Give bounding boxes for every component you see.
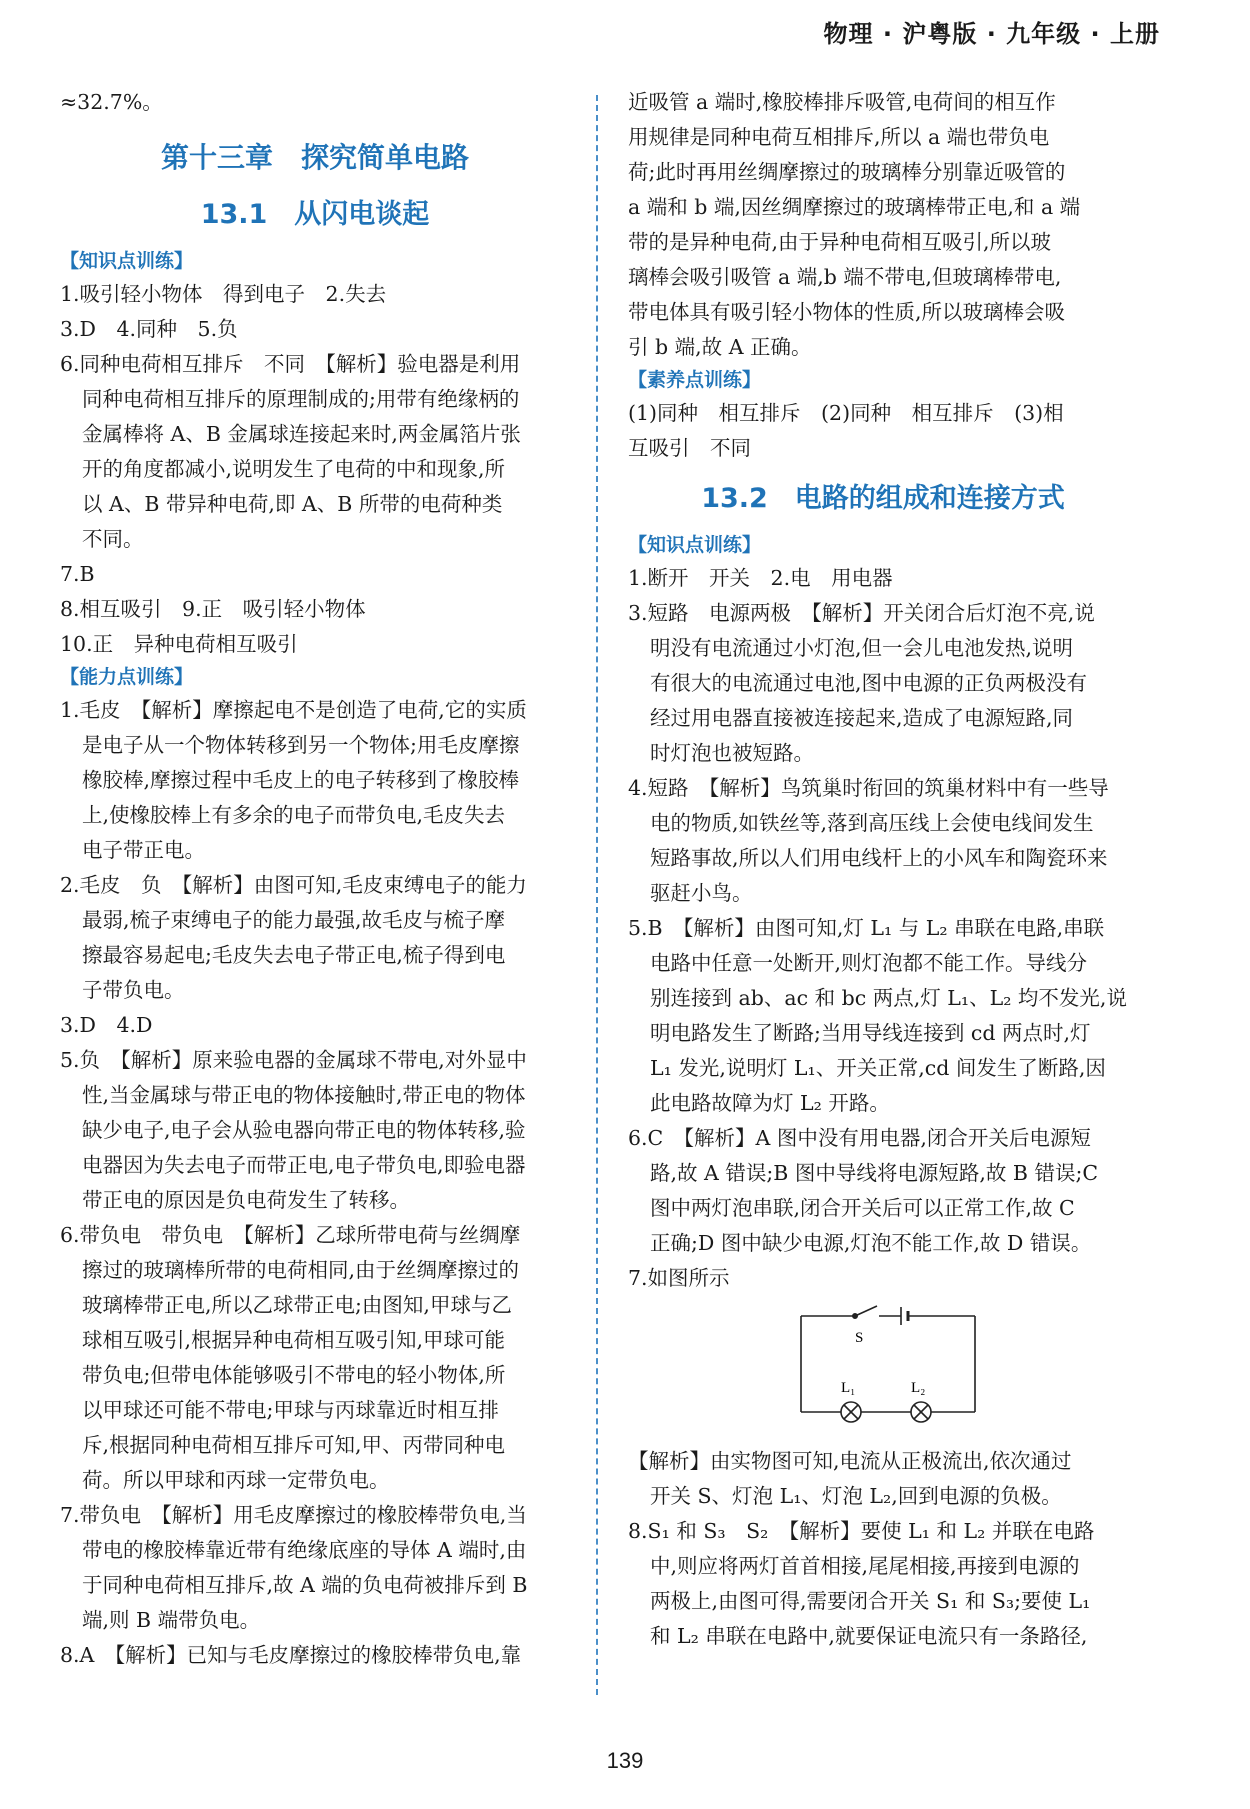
answer-line: 3.D 4.同种 5.负 (60, 317, 238, 341)
answer-line: 荷;此时再用丝绸摩擦过的玻璃棒分别靠近吸管的 (628, 160, 1066, 184)
answer-line: 电的物质,如铁丝等,落到高压线上会使电线间发生 (650, 811, 1094, 835)
answer-line: 开关 S、灯泡 L₁、灯泡 L₂,回到电源的负极。 (650, 1484, 1062, 1508)
switch-label: S (855, 1330, 864, 1346)
answer-line: 3.短路 电源两极 【解析】开关闭合后灯泡不亮,说 (628, 601, 1095, 625)
section-title-13-2: 13.2 电路的组成和连接方式 (701, 483, 1065, 514)
after-circuit-answers (628, 1444, 1138, 1654)
answer-line: 玻璃棒带正电,所以乙球带正电;由图知,甲球与乙 (82, 1293, 512, 1317)
answer-line: 电器因为失去电子而带正电,电子带负电,即验电器 (82, 1153, 526, 1177)
answer-line: 和 L₂ 串联在电路中,就要保证电流只有一条路径, (650, 1624, 1088, 1648)
answer-line: 6.同种电荷相互排斥 不同 【解析】验电器是利用 (60, 352, 521, 376)
answer-line: 以 A、B 带异种电荷,即 A、B 所带的电荷种类 (82, 492, 503, 516)
answer-line: 图中两灯泡串联,闭合开关后可以正常工作,故 C (650, 1196, 1075, 1220)
answer-line: 荷。所以甲球和丙球一定带负电。 (82, 1468, 390, 1492)
lamp2-label: L₂ (911, 1380, 926, 1396)
answer-line: 以甲球还可能不带电;甲球与丙球靠近时相互排 (82, 1398, 499, 1422)
answer-line: 带正电的原因是负电荷发生了转移。 (82, 1188, 410, 1212)
answer-line: 驱赶小鸟。 (650, 881, 753, 905)
tag-ability: 【能力点训练】 (60, 666, 194, 688)
answer-line: 有很大的电流通过电池,图中电源的正负两极没有 (650, 671, 1088, 695)
answer-line: 带电的橡胶棒靠近带有绝缘底座的导体 A 端时,由 (82, 1538, 527, 1562)
section-title-13-1: 13.1 从闪电谈起 (200, 199, 430, 230)
answer-line: 斥,根据同种电荷相互排斥可知,甲、丙带同种电 (82, 1433, 506, 1457)
answer-line: 近吸管 a 端时,橡胶棒排斥吸管,电荷间的相互作 (628, 90, 1056, 114)
answer-line: 别连接到 ab、ac 和 bc 两点,灯 L₁、L₂ 均不发光,说 (650, 986, 1127, 1010)
knowledge-answers (60, 277, 570, 662)
answer-line: 带电体具有吸引轻小物体的性质,所以玻璃棒会吸 (628, 300, 1066, 324)
answer-line: 1.毛皮 【解析】摩擦起电不是创造了电荷,它的实质 (60, 698, 527, 722)
answer-line: 8.S₁ 和 S₃ S₂ 【解析】要使 L₁ 和 L₂ 并联在电路 (628, 1519, 1095, 1543)
chapter-title: 第十三章 探究简单电路 (160, 141, 469, 174)
answer-line: 擦过的玻璃棒所带的电荷相同,由于丝绸摩擦过的 (82, 1258, 520, 1282)
answer-line: 4.短路 【解析】鸟筑巢时衔回的筑巢材料中有一些导 (628, 776, 1109, 800)
answer-line: 短路事故,所以人们用电线杆上的小风车和陶瓷环来 (650, 846, 1108, 870)
answer-line: 电路中任意一处断开,则灯泡都不能工作。导线分 (650, 951, 1088, 975)
answer-line: 正确;D 图中缺少电源,灯泡不能工作,故 D 错误。 (650, 1231, 1092, 1255)
answer-line: 【解析】由实物图可知,电流从正极流出,依次通过 (628, 1449, 1072, 1473)
answer-line: 10.正 异种电荷相互吸引 (60, 632, 298, 656)
answer-line: 6.带负电 带负电 【解析】乙球所带电荷与丝绸摩 (60, 1223, 521, 1247)
answer-line: 5.B 【解析】由图可知,灯 L₁ 与 L₂ 串联在电路,串联 (628, 916, 1105, 940)
answer-line: 2.毛皮 负 【解析】由图可知,毛皮束缚电子的能力 (60, 873, 527, 897)
answer-line: 同种电荷相互排斥的原理制成的;用带有绝缘柄的 (82, 387, 520, 411)
answer-line: 中,则应将两灯首首相接,尾尾相接,再接到电源的 (650, 1554, 1080, 1578)
tag-knowledge: 【知识点训练】 (60, 250, 194, 272)
answer-line: 时灯泡也被短路。 (650, 741, 814, 765)
answer-line: 橡胶棒,摩擦过程中毛皮上的电子转移到了橡胶棒 (82, 768, 520, 792)
answer-line: 带负电;但带电体能够吸引不带电的轻小物体,所 (82, 1363, 506, 1387)
answer-line: 8.A 【解析】已知与毛皮摩擦过的橡胶棒带负电,靠 (60, 1643, 522, 1667)
answer-line: 是电子从一个物体转移到另一个物体;用毛皮摩擦 (82, 733, 520, 757)
tag-knowledge: 【知识点训练】 (628, 534, 762, 556)
right-column (628, 85, 1138, 1654)
answer-line: 7.带负电 【解析】用毛皮摩擦过的橡胶棒带负电,当 (60, 1503, 527, 1527)
circuit-diagram (793, 1302, 983, 1427)
answer-line: 电子带正电。 (82, 838, 205, 862)
answer-line: 开的角度都减小,说明发生了电荷的中和现象,所 (82, 457, 506, 481)
answer-line: L₁ 发光,说明灯 L₁、开关正常,cd 间发生了断路,因 (650, 1056, 1106, 1080)
book-header: 物理 · 沪粤版 · 九年级 · 上册 (823, 20, 1160, 48)
answer-line: 7.B (60, 562, 95, 586)
answer-line: 互吸引 不同 (628, 436, 751, 460)
answer-line: 端,则 B 端带负电。 (82, 1608, 261, 1632)
answer-line: 5.负 【解析】原来验电器的金属球不带电,对外显中 (60, 1048, 527, 1072)
answer-line: (1)同种 相互排斥 (2)同种 相互排斥 (3)相 (628, 401, 1064, 425)
answer-line: 路,故 A 错误;B 图中导线将电源短路,故 B 错误;C (650, 1161, 1099, 1185)
answer-line: 不同。 (82, 527, 144, 551)
switch-blade (855, 1306, 877, 1316)
answer-line: 最弱,梳子束缚电子的能力最强,故毛皮与梳子摩 (82, 908, 506, 932)
answer-line: 擦最容易起电;毛皮失去电子带正电,梳子得到电 (82, 943, 506, 967)
answer-line: 两极上,由图可得,需要闭合开关 S₁ 和 S₃;要使 L₁ (650, 1589, 1091, 1613)
answer-line: 1.吸引轻小物体 得到电子 2.失去 (60, 282, 387, 306)
answer-line: 6.C 【解析】A 图中没有用电器,闭合开关后电源短 (628, 1126, 1091, 1150)
answer-line: 明没有电流通过小灯泡,但一会儿电池发热,说明 (650, 636, 1074, 660)
answer-line: 于同种电荷相互排斥,故 A 端的负电荷被排斥到 B (82, 1573, 528, 1597)
answer-line: 金属棒将 A、B 金属球连接起来时,两金属箔片张 (82, 422, 521, 446)
answer-line: 明电路发生了断路;当用导线连接到 cd 两点时,灯 (650, 1021, 1091, 1045)
answer-line: 带的是异种电荷,由于异种电荷相互吸引,所以玻 (628, 230, 1052, 254)
lamp1-label: L₁ (841, 1380, 856, 1396)
answer-line: 1.断开 开关 2.电 用电器 (628, 566, 893, 590)
answer-line: 引 b 端,故 A 正确。 (628, 335, 812, 359)
page-number: 139 (606, 1748, 644, 1773)
knowledge-answers (628, 561, 1138, 1296)
answer-line: 璃棒会吸引吸管 a 端,b 端不带电,但玻璃棒带电, (628, 265, 1062, 289)
answer-line: 8.相互吸引 9.正 吸引轻小物体 (60, 597, 366, 621)
answer-line: 3.D 4.D (60, 1013, 153, 1037)
continued-answer (628, 85, 1138, 365)
left-column (60, 85, 570, 1673)
answer-line: 经过用电器直接被连接起来,造成了电源短路,同 (650, 706, 1074, 730)
ability-answers (60, 693, 570, 1673)
carryover-line: ≈32.7%。 (60, 90, 163, 114)
answer-line: 用规律是同种电荷互相排斥,所以 a 端也带负电 (628, 125, 1050, 149)
answer-line: 此电路故障为灯 L₂ 开路。 (650, 1091, 890, 1115)
answer-line: 缺少电子,电子会从验电器向带正电的物体转移,验 (82, 1118, 526, 1142)
answer-line: 7.如图所示 (628, 1266, 730, 1290)
answer-line: a 端和 b 端,因丝绸摩擦过的玻璃棒带正电,和 a 端 (628, 195, 1081, 219)
answer-line: 性,当金属球与带正电的物体接触时,带正电的物体 (82, 1083, 526, 1107)
column-divider (596, 95, 598, 1695)
answer-line: 子带负电。 (82, 978, 185, 1002)
answer-line: 球相互吸引,根据异种电荷相互吸引知,甲球可能 (82, 1328, 506, 1352)
tag-literacy: 【素养点训练】 (628, 369, 762, 391)
answer-line: 上,使橡胶棒上有多余的电子而带负电,毛皮失去 (82, 803, 506, 827)
literacy-answers (628, 396, 1138, 466)
